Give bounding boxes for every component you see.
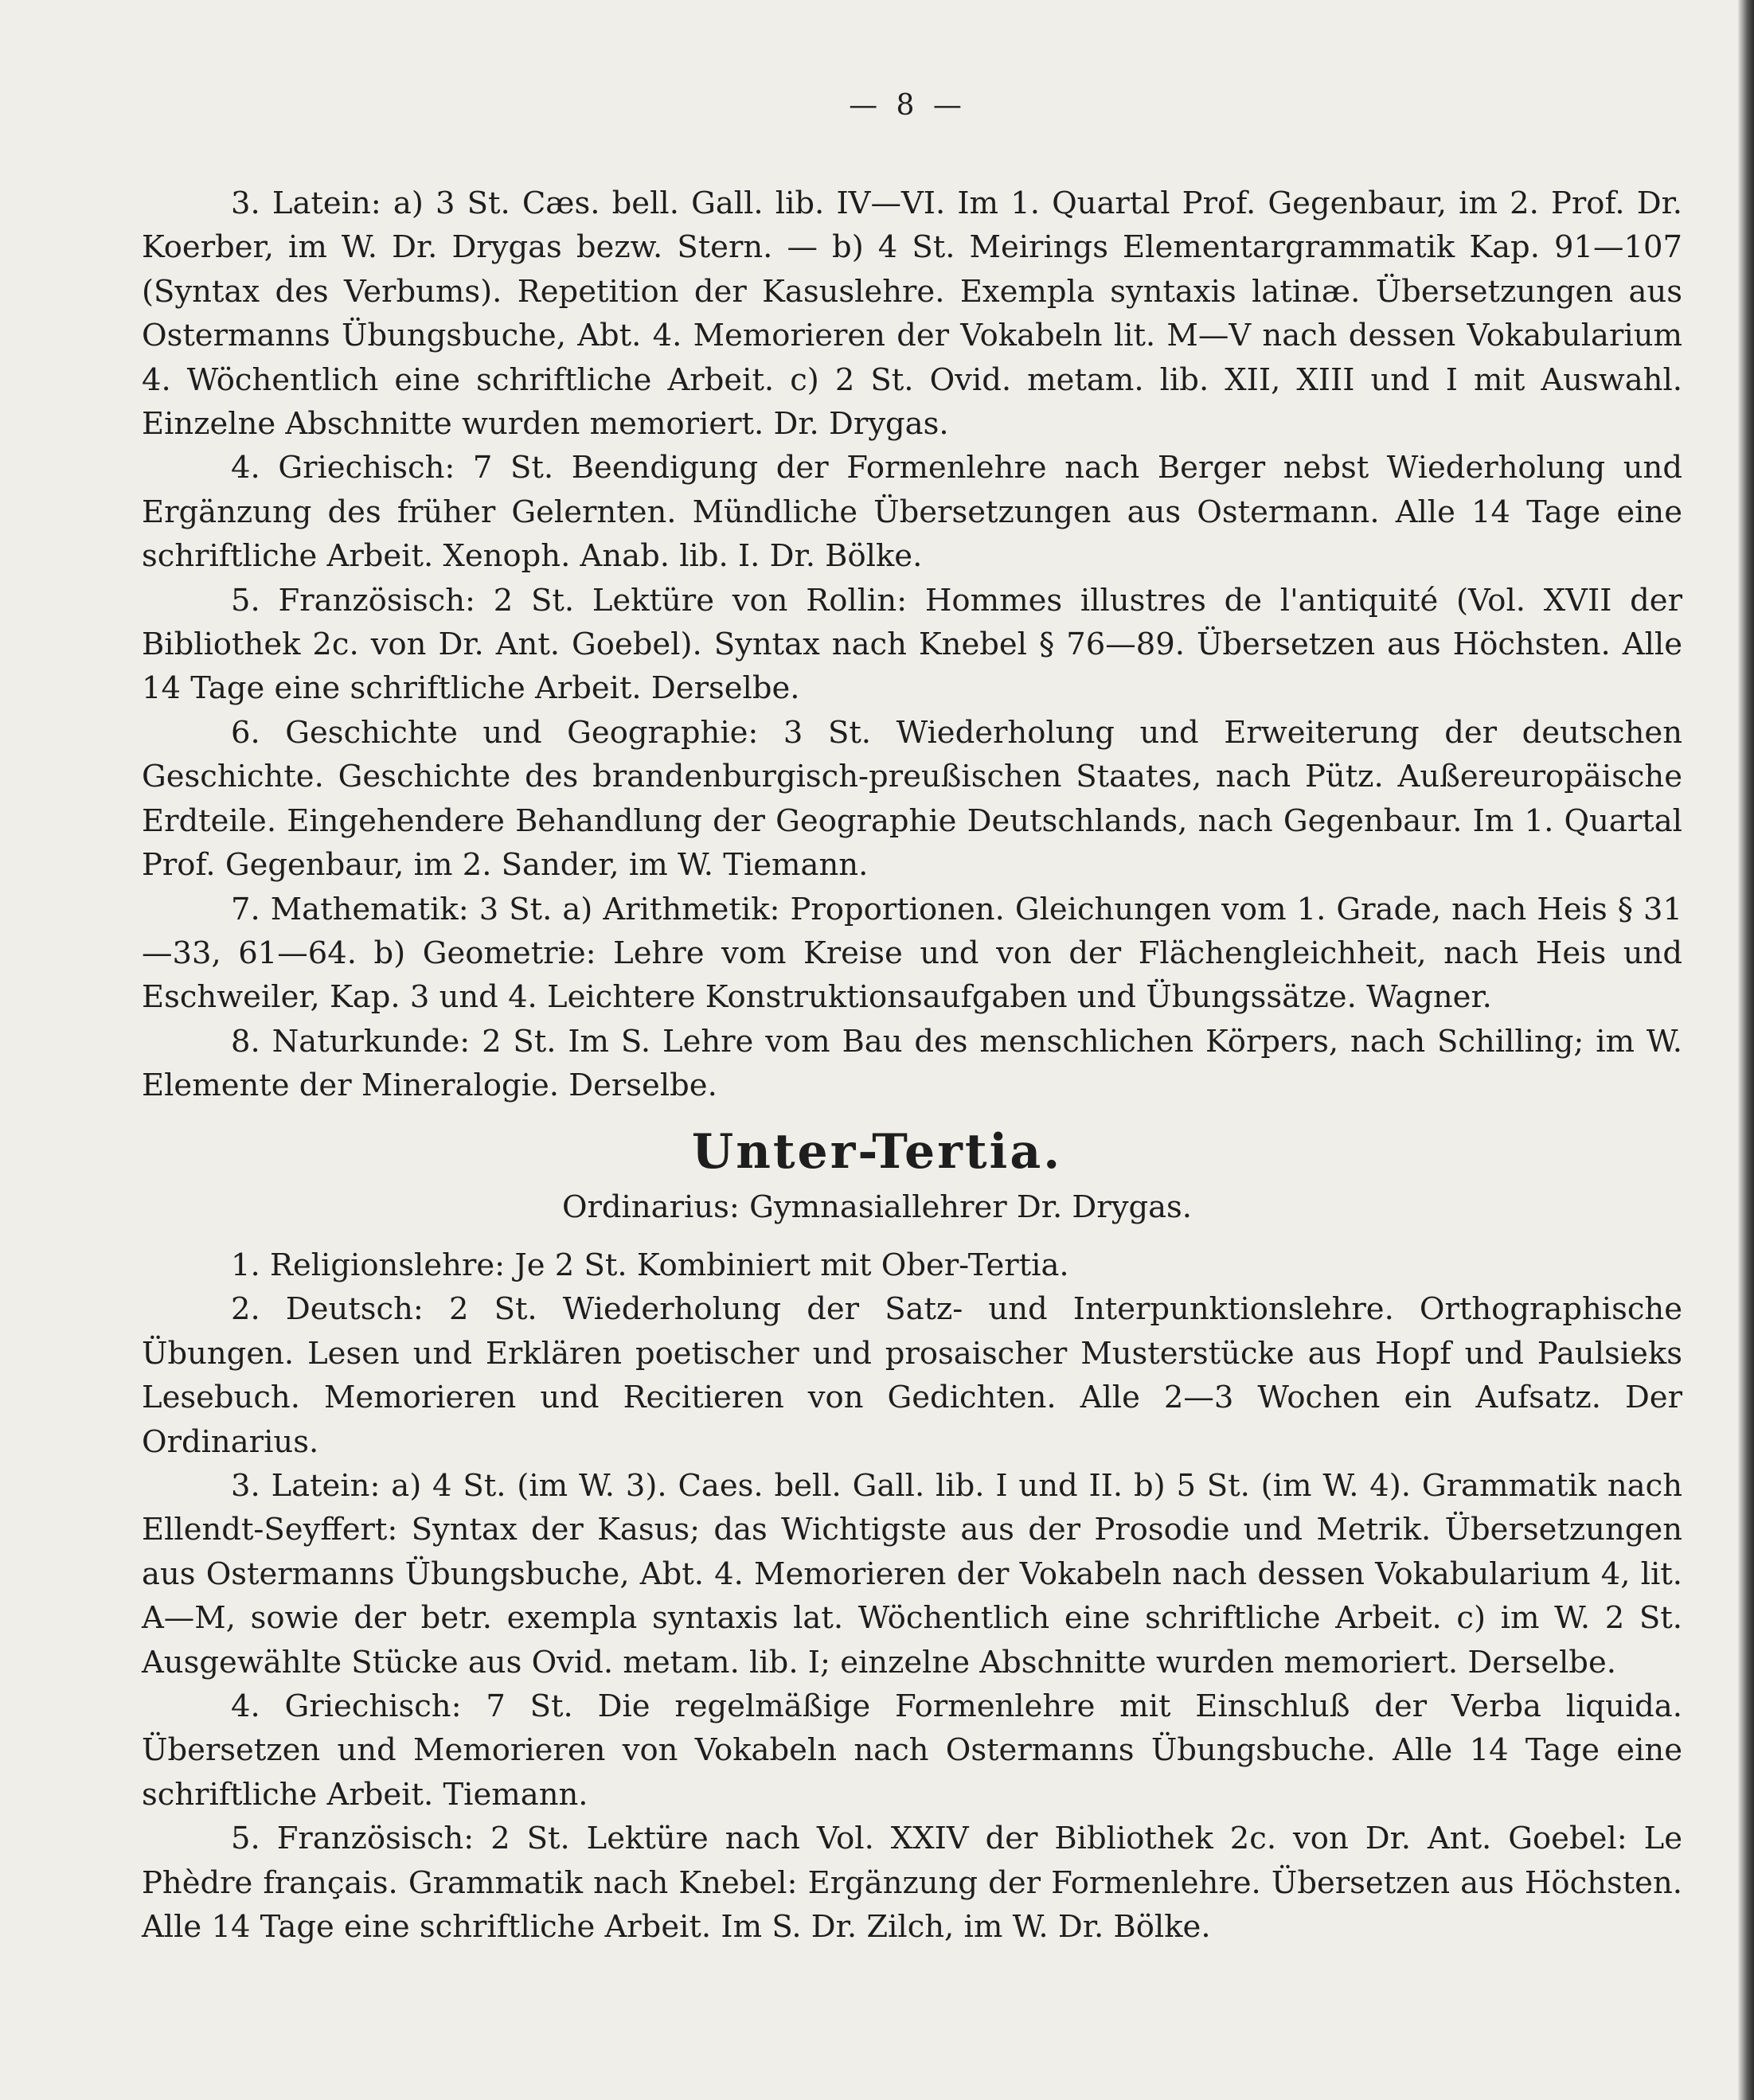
paragraph-religionslehre: 1. Religionslehre: Je 2 St. Kombiniert mit Ober-Tertia. — [231, 1247, 1069, 1283]
paragraph-griechisch: 4. Griechisch: 7 St. Beendigung der Formenlehre nach Berger nebst Wiederholung und Ergänzung des früher Gelernten. Mündliche Übersetzungen aus Ostermann. Alle 14 Tage eine schriftliche Arbeit. Xenoph. Anab. lib. I. Dr. Bölke. — [142, 450, 1682, 575]
paragraph-deutsch: 2. Deutsch: 2 St. Wiederholung der Satz- und Interpunktionslehre. Orthographische Übungen. Lesen und Erklären poetischer und prosaischer Musterstücke aus Hopf und Paulsieks Lesebuch. Memorieren und Recitieren von Gedichten. Alle 2—3 Wochen ein Aufsatz. Der Ordinarius. — [142, 1291, 1682, 1460]
page-number: — 8 — — [849, 89, 967, 122]
section-unter-tertia — [142, 1243, 1682, 1950]
section-ober-tertia-continued — [142, 182, 1682, 1108]
paragraph-franzoesisch: 5. Französisch: 2 St. Lektüre nach Vol. XXIV der Bibliothek 2c. von Dr. Ant. Goebel: Le Phèdre français. Grammatik nach Knebel: Ergänzung der Formenlehre. Übersetzen aus Höchsten. Alle 14 Tage eine schriftliche Arbeit. Im S. Dr. Zilch, im W. Dr. Bölke. — [142, 1821, 1682, 1946]
paragraph-mathematik: 7. Mathematik: 3 St. a) Arithmetik: Proportionen. Gleichungen vom 1. Grade, nach Heis § 31—33, 61—64. b) Geometrie: Lehre vom Kreise und von der Flächengleichheit, nach Heis und Eschweiler, Kap. 3 und 4. Leichtere Konstruktionsaufgaben und Übungssätze. Wagner. — [142, 891, 1682, 1016]
paragraph-latein: 3. Latein: a) 3 St. Cæs. bell. Gall. lib. IV—VI. Im 1. Quartal Prof. Gegenbaur, im 2. Prof. Dr. Koerber, im W. Dr. Drygas bezw. Stern. — b) 4 St. Meirings Elementargrammatik Kap. 91—107 (Syntax des Verbums). Repetition der Kasuslehre. Exempla syntaxis latinæ. Übersetzungen aus Ostermanns Übungsbuche, Abt. 4. Memorieren der Vokabeln lit. M—V nach dessen Vokabularium 4. Wöchentlich eine schriftliche Arbeit. c) 2 St. Ovid. metam. lib. XII, XIII und I mit Auswahl. Einzelne Abschnitte wurden memoriert. Dr. Drygas. — [142, 185, 1682, 443]
page-edge-shadow — [1738, 0, 1754, 2100]
paragraph-naturkunde: 8. Naturkunde: 2 St. Im S. Lehre vom Bau des menschlichen Körpers, nach Schilling; im W. Elemente der Mineralogie. Derselbe. — [142, 1023, 1682, 1104]
section-title: Unter-Tertia. — [691, 1124, 1063, 1180]
ordinarius-line: Ordinarius: Gymnasiallehrer Dr. Drygas. — [561, 1189, 1193, 1225]
paragraph-griechisch: 4. Griechisch: 7 St. Die regelmäßige Formenlehre mit Einschluß der Verba liquida. Übersetzen und Memorieren von Vokabeln nach Ostermanns Übungsbuche. Alle 14 Tage eine schriftliche Arbeit. Tiemann. — [142, 1688, 1682, 1813]
paragraph-geschichte: 6. Geschichte und Geographie: 3 St. Wiederholung und Erweiterung der deutschen Geschichte. Geschichte des brandenburgisch-preußischen Staates, nach Pütz. Außereuropäische Erdteile. Eingehendere Behandlung der Geographie Deutschlands, nach Gegenbaur. Im 1. Quartal Prof. Gegenbaur, im 2. Sander, im W. Tiemann. — [142, 714, 1682, 884]
paragraph-franzoesisch: 5. Französisch: 2 St. Lektüre von Rollin: Hommes illustres de l'antiquité (Vol. XVII der Bibliothek 2c. von Dr. Ant. Goebel). Syntax nach Knebel § 76—89. Übersetzen aus Höchsten. Alle 14 Tage eine schriftliche Arbeit. Derselbe. — [142, 582, 1682, 707]
paragraph-latein: 3. Latein: a) 4 St. (im W. 3). Caes. bell. Gall. lib. I und II. b) 5 St. (im W. 4). Grammatik nach Ellendt-Seyffert: Syntax der Kasus; das Wichtigste aus der Prosodie und Metrik. Übersetzungen aus Ostermanns Übungsbuche, Abt. 4. Memorieren der Vokabeln nach dessen Vokabularium 4, lit. A—M, sowie der betr. exempla syntaxis lat. Wöchentlich eine schriftliche Arbeit. c) im W. 2 St. Ausgewählte Stücke aus Ovid. metam. lib. I; einzelne Abschnitte wurden memoriert. Derselbe. — [142, 1468, 1682, 1680]
